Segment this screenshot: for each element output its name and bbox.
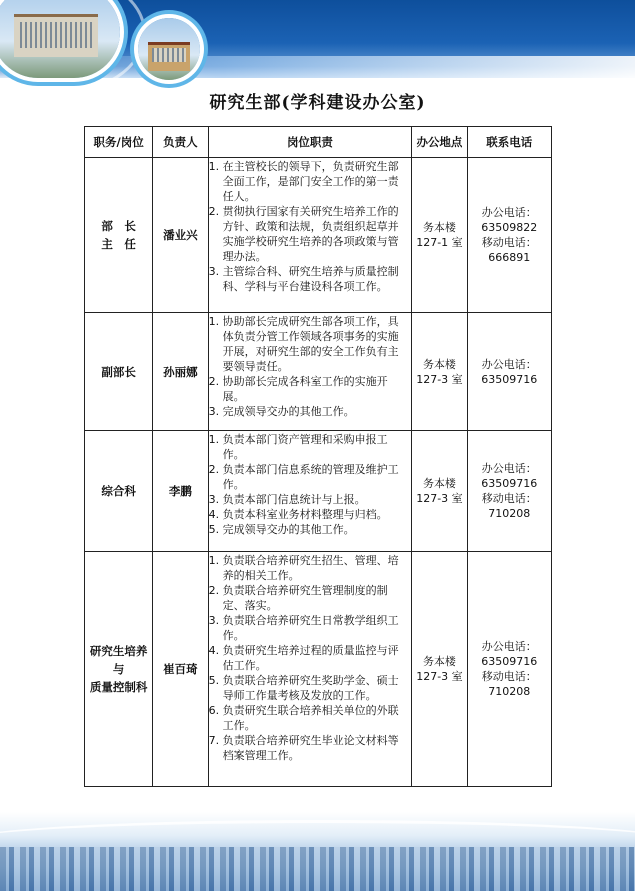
location-text: 127-1 室	[416, 236, 463, 249]
duty-item: 1. 负责联合培养研究生招生、管理、培养的相关工作。	[223, 553, 410, 583]
location-text: 务本楼	[422, 477, 456, 490]
phone-text: 710208	[488, 507, 531, 520]
duty-list	[211, 432, 410, 537]
duty-table	[84, 126, 552, 787]
duty-item: 2. 负责本部门信息系统的管理及维护工作。	[223, 462, 410, 492]
phone-text: 办公电话：	[481, 462, 537, 475]
position-text: 副部长	[101, 364, 136, 379]
duty-list	[211, 314, 410, 419]
phone-text: 666891	[488, 251, 531, 264]
phone-text: 移动电话：	[481, 670, 537, 683]
location-text: 127-3 室	[416, 372, 463, 386]
location-cell	[412, 158, 467, 313]
location-text: 务本楼	[422, 221, 456, 234]
location-cell	[412, 313, 467, 431]
location-cell	[412, 552, 467, 787]
person-cell: 崔百琦	[153, 552, 208, 787]
duties-cell	[208, 552, 412, 787]
duty-item: 2. 贯彻执行国家有关研究生培养工作的方针、政策和法规，负责组织起草并实施学校研究生培养的各项政策与管理办法。	[223, 204, 410, 264]
duty-item: 4. 负责研究生培养过程的质量监控与评估工作。	[223, 643, 410, 673]
duty-item: 3. 负责联合培养研究生日常教学组织工作。	[223, 613, 410, 643]
header-phone: 联系电话	[467, 127, 551, 158]
table-row	[85, 158, 552, 313]
phone-text: 移动电话：	[481, 236, 537, 249]
duties-cell	[208, 313, 412, 431]
duty-item: 1. 在主管校长的领导下，负责研究生部全面工作，是部门安全工作的第一责任人。	[223, 159, 410, 204]
duty-item: 2. 负责联合培养研究生管理制度的制定、落实。	[223, 583, 410, 613]
position-text: 主 任	[101, 237, 136, 251]
header-position: 职务/岗位	[85, 127, 153, 158]
location-text: 务本楼	[422, 357, 456, 371]
location-text: 127-3 室	[416, 492, 463, 505]
duty-list	[211, 553, 410, 763]
page-title: 研究生部(学科建设办公室)	[209, 93, 426, 113]
duty-item: 6. 负责研究生联合培养相关单位的外联工作。	[223, 703, 410, 733]
header-duties: 岗位职责	[208, 127, 412, 158]
header-banner	[0, 0, 635, 78]
location-text: 127-3 室	[416, 670, 463, 683]
table-row	[85, 552, 552, 787]
person-cell: 孙丽娜	[153, 313, 208, 431]
duty-item: 5. 完成领导交办的其他工作。	[223, 522, 410, 537]
position-text: 质量控制科	[89, 680, 148, 694]
position-text: 与	[112, 662, 125, 676]
duty-item: 1. 负责本部门资产管理和采购申报工作。	[223, 432, 410, 462]
campus-aerial-photo	[0, 812, 635, 891]
position-text: 研究生培养	[89, 644, 148, 658]
duties-cell	[208, 431, 412, 552]
position-cell	[85, 158, 153, 313]
phone-text: 63509822	[481, 221, 538, 234]
position-cell	[85, 313, 153, 431]
header-location: 办公地点	[412, 127, 467, 158]
phone-text: 63509716	[481, 655, 538, 668]
location-text: 务本楼	[422, 655, 456, 668]
header-person: 负责人	[153, 127, 208, 158]
location-cell	[412, 431, 467, 552]
phone-text: 办公电话：	[481, 640, 537, 653]
duty-item: 1. 协助部长完成研究生部各项工作，具体负责分管工作领域各项事务的实施开展，对研究生部的安全工作负有主要领导责任。	[223, 314, 410, 374]
phone-cell	[467, 313, 551, 431]
footer-city-image	[0, 847, 635, 891]
duty-item: 4. 负责本科室业务材料整理与归档。	[223, 507, 410, 522]
phone-text: 办公电话：	[481, 206, 537, 219]
position-text: 部 长	[101, 219, 136, 233]
phone-text: 移动电话：	[481, 492, 537, 505]
phone-text: 710208	[488, 685, 531, 698]
position-cell	[85, 552, 153, 787]
phone-text: 办公电话：	[481, 357, 537, 371]
phone-cell	[467, 552, 551, 787]
table-row	[85, 431, 552, 552]
duty-item: 5. 负责联合培养研究生奖助学金、硕士导师工作量考核及发放的工作。	[223, 673, 410, 703]
position-cell	[85, 431, 153, 552]
duty-item: 3. 负责本部门信息统计与上报。	[223, 492, 410, 507]
table-header-row	[85, 127, 552, 158]
gate-building-photo	[138, 18, 200, 80]
duty-item: 7. 负责联合培养研究生毕业论文材料等档案管理工作。	[223, 733, 410, 763]
phone-cell	[467, 431, 551, 552]
duty-item: 3. 完成领导交办的其他工作。	[223, 404, 410, 419]
duty-item: 3. 主管综合科、研究生培养与质量控制科、学科与平台建设科各项工作。	[223, 264, 410, 294]
duties-cell	[208, 158, 412, 313]
duty-list	[211, 159, 410, 294]
phone-cell	[467, 158, 551, 313]
phone-text: 63509716	[481, 477, 538, 490]
person-cell: 潘业兴	[153, 158, 208, 313]
table-row	[85, 313, 552, 431]
position-text: 综合科	[101, 484, 136, 498]
duty-item: 2. 协助部长完成各科室工作的实施开展。	[223, 374, 410, 404]
campus-building-photo	[0, 0, 120, 78]
phone-text: 63509716	[481, 372, 538, 386]
person-cell: 李鹏	[153, 431, 208, 552]
